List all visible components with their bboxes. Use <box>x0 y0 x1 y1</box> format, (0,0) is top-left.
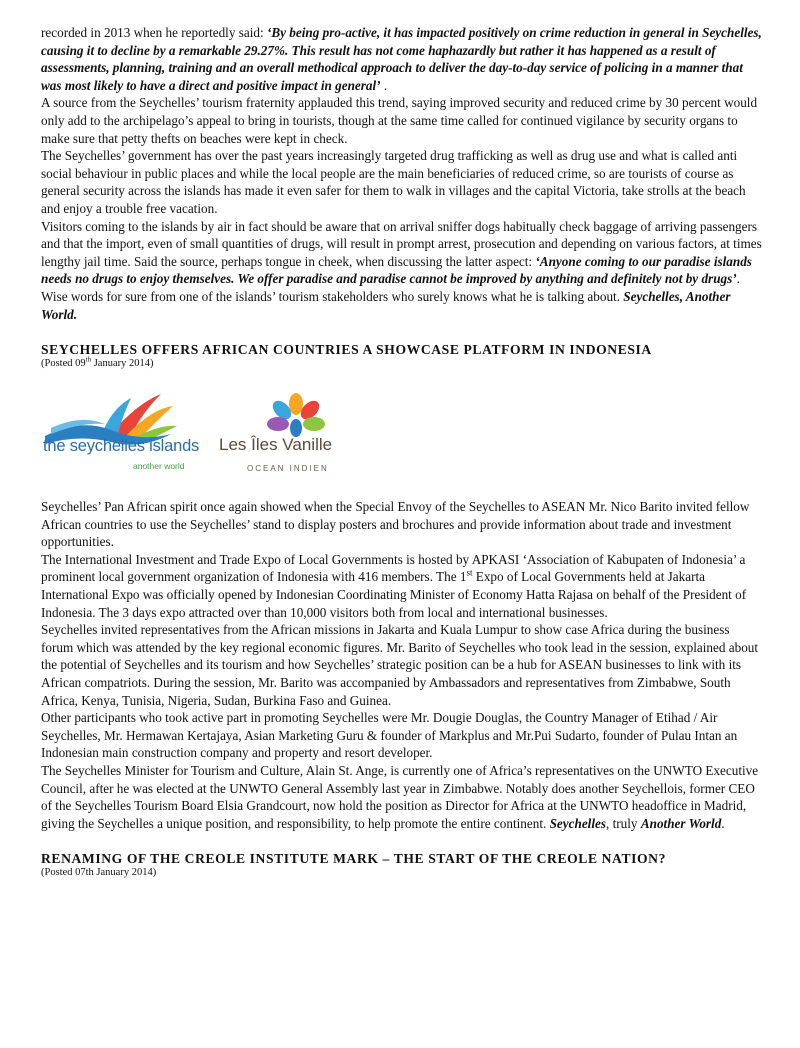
article-heading: SEYCHELLES OFFERS AFRICAN COUNTRIES A SHOWCASE PLATFORM IN INDONESIA <box>41 342 652 358</box>
article-heading: RENAMING OF THE CREOLE INSTITUTE MARK – THE START OF THE CREOLE NATION? <box>41 851 666 867</box>
logo2-subtitle: OCEAN INDIEN <box>247 464 329 474</box>
posted-date: (Posted 07th January 2014) <box>41 867 157 879</box>
paragraph: Other participants who took active part in promoting Seychelles were Mr. Dougie Douglas, the Country Manager of Etihad / Air Seychelles, Mr. Hermawan Kertajaya, Asian Marketing Guru & founder of Markplus and Mr.Pui Sudarto, founder of Pulau Intan an Indonesian main construction company and property and resort developer. <box>41 710 738 761</box>
quote: ‘Anyone coming to our paradise islands needs no drugs to enjoy themselves. We offer paradise and paradise cannot be improved by anything and definitely not by drugs’ <box>41 253 752 287</box>
tagline: Another World <box>640 815 722 831</box>
paragraph: recorded in 2013 when he reportedly said: ‘By being pro-active, it has impacted positively on crime reduction in general in Seychelles, causing it to decline by a remarkable 29.27%. This result has not come haphazardly but rather it has happened as a result of assessments, planning, training and an overall methodical approach to deliver the day-to-day service of policing in a manner that was most likely to have a direct and positive impact in general’ . <box>41 25 762 93</box>
document-page <box>41 24 763 879</box>
paragraph: Visitors coming to the islands by air in fact should be aware that on arrival sniffer dogs habitually check baggage of arriving passengers and that the import, even of small quantities of drugs, will result in prompt arrest, prosecution and depending on various factors, at times lengthy jail time. Said the source, perhaps tongue in cheek, when discussing the latter aspect: ‘Anyone coming to our paradise islands needs no drugs to enjoy themselves. We offer paradise and paradise cannot be improved by anything and definitely not by drugs’. Wise words for sure from one of the islands’ tourism stakeholders who surely knows what he is talking about. Seychelles, Another World. <box>41 218 762 322</box>
tagline: Seychelles, Another World. <box>41 288 731 322</box>
logo1-text: the seychelles islands <box>43 437 200 456</box>
seychelles-islands-logo <box>41 384 221 484</box>
logo1-subtitle: another world <box>133 461 185 472</box>
paragraph: The International Investment and Trade Expo of Local Governments is hosted by APKASI ‘Association of Kabupaten of Indonesia’ a prominent local government organization of Indonesia with 416 members. The 1st Expo of Local Governments held at Jakarta International Expo was officially opened by Indonesian Coordinating Minister of Economy Hatta Rajasa on behalf of the President of Indonesia. The 3 days expo attracted over than 10,000 visitors both from local and international businesses. <box>41 551 747 620</box>
paragraph: Seychelles invited representatives from the African missions in Jakarta and Kuala Lumpur to show case Africa during the business forum which was attended by the key regional economic figures. Mr. Barito of Seychelles who took lead in the session, explained about the potential of Seychelles and its tourism and how Seychelles’ strategic position can be a hub for ASEAN businesses to link with its African compatriots. During the session, Mr. Barito was accompanied by Ambassadors and representatives from Zimbabwe, South Africa, Kenya, Tunisia, Nigeria, Sudan, Burkina Faso and Guinea. <box>41 622 759 708</box>
quote: ‘By being pro-active, it has impacted positively on crime reduction in general in Seychelles, causing it to decline by a remarkable 29.27%. This result has not come haphazardly but rather it has happened as a result of assessments, planning, training and an overall methodical approach to deliver the day-to-day service of policing in a manner that was most likely to have a direct and positive impact in general’ <box>41 25 762 93</box>
logo-strip <box>41 376 763 488</box>
paragraph: A source from the Seychelles’ tourism fraternity applauded this trend, saying improved security and reduced crime by 30 percent would only add to the archipelago’s appeal to bring in tourists, though at the same time called for continued vigilance by security organs to make sure that petty thefts on beaches were kept in check. <box>41 95 758 146</box>
logo2-text: Les Îles Vanille <box>219 435 333 455</box>
posted-date: (Posted 09th January 2014) <box>41 355 154 370</box>
tagline: Seychelles <box>549 815 606 831</box>
paragraph: The Seychelles Minister for Tourism and Culture, Alain St. Ange, is currently one of Africa’s representatives on the UNWTO Executive Council, after he was elected at the UNWTO General Assembly last year in Zimbabwe. Notably does another Seychellois, former CEO of the Seychelles Tourism Board Elsia Grandcourt, now hold the position as Director for Africa at the UNWTO headoffice in Madrid, giving the Seychelles a unique position, and responsibility, to help promote the entire continent. Seychelles, truly Another World. <box>41 763 759 831</box>
paragraph: Seychelles’ Pan African spirit once again showed when the Special Envoy of the Seychelles to ASEAN Mr. Nico Barito invited fellow African countries to use the Seychelles’ stand to display posters and brochures and provide information about trade and investment opportunities. <box>41 499 750 550</box>
paragraph: The Seychelles’ government has over the past years increasingly targeted drug trafficking as well as drug use and what is called anti social behaviour in public places and while the local people are the main beneficiaries of reduced crime, so are tourists of course as general security across the islands has made it even safer for them to walk in villages and the capital Victoria, take strolls at the beach and enjoy a trouble free vacation. <box>41 148 746 216</box>
